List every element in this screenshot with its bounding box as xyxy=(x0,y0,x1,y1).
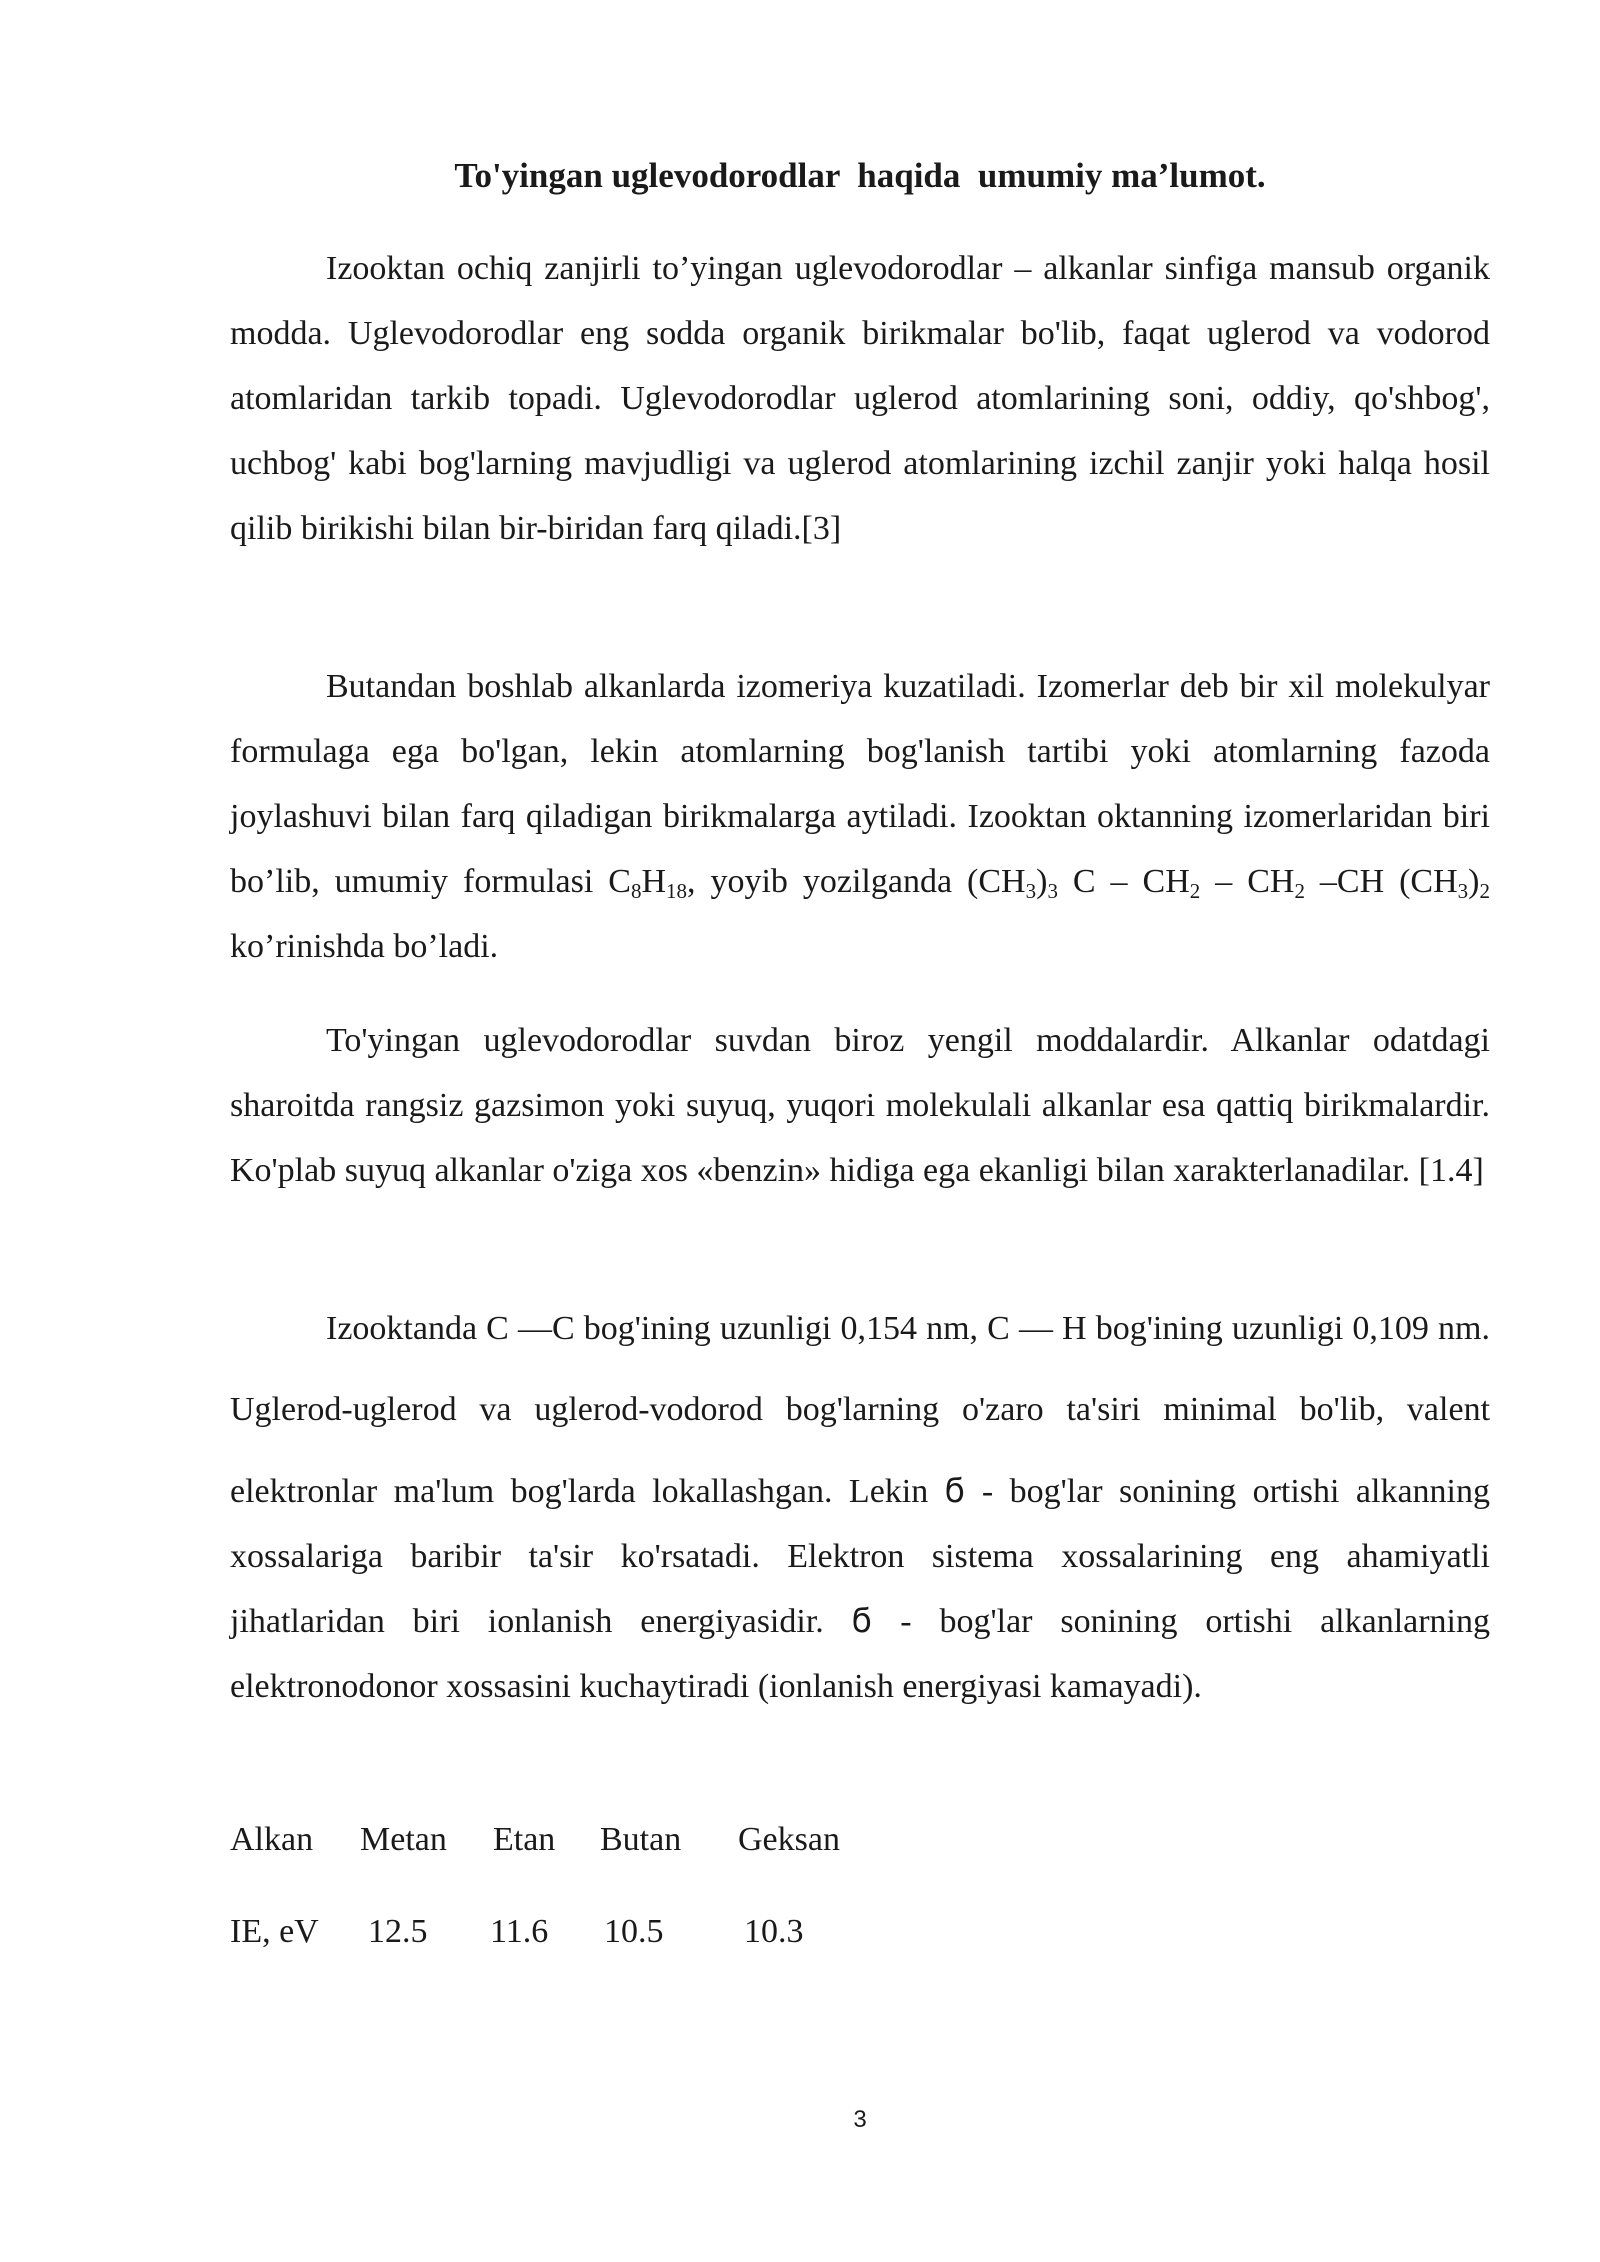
ie-table-cell: Alkan xyxy=(230,1821,314,1858)
ie-table-cell: 12.5 xyxy=(368,1913,428,1950)
page-title: To'yingan uglevodorodlar haqida umumiy ma’lumot. xyxy=(454,156,1266,195)
paragraph-text: - bog'lar sonining ortishi alkanlarning elektronodonor xossasini kuchaytiradi (ionlanish energiyasi kamayadi). xyxy=(230,1603,1490,1705)
ie-table-cell: IE, eV xyxy=(230,1913,319,1950)
paragraph-properties: To'yingan uglevodorodlar suvdan biroz yengil moddalardir. Alkanlar odatdagi sharoitda rangsiz gazsimon yoki suyuq, yuqori molekulali alkanlar esa qattiq birikmalardir. Ko'plab suyuq alkanlar o'ziga xos «benzin» hidiga ega ekanligi bilan xarakterlanadilar. [1.4] xyxy=(230,1022,1490,1189)
paragraph-text: bo'lib, valent elektronlar ma'lum bog'larda lokallashgan. Lekin xyxy=(230,1391,1491,1510)
paragraph-text: Izooktanda C —C bog'ining uzunligi 0,154 nm, C — H bog'ining uzunligi 0,109 nm. Uglerod-uglerod va uglerod-vodorod bog'larning o'zaro ta'siri minimal xyxy=(230,1310,1490,1428)
paragraph-isomerism xyxy=(230,654,1490,979)
formula-general: $C_8H_{18}$ xyxy=(608,863,688,903)
paragraph-bond-lengths xyxy=(230,1296,1490,1719)
paragraph-text: - bog'lar sonining ortishi alkanning xossalariga baribir ta'sir ko'rsatadi. Elektron sistema xossalarining eng ahamiyatli jihatlaridan biri ionlanish energiyasidir. xyxy=(230,1473,1490,1640)
ie-table-cell: 11.6 xyxy=(490,1913,549,1950)
ie-table-cell: Geksan xyxy=(738,1821,840,1858)
paragraph-text: ko’rinishda bo’ladi. xyxy=(230,928,499,965)
page-number: 3 xyxy=(853,2106,867,2133)
sigma-symbol: ϭ xyxy=(944,1471,966,1511)
ie-table-cell: 10.3 xyxy=(744,1913,804,1950)
formula-expanded: $(CH_3)_3$ C – $CH_2 - CH_2$ –CH $(CH_3)_2$ xyxy=(967,863,1490,903)
paragraph-text: Butandan boshlab alkanlarda izomeriya kuzatiladi. Izomerlar deb bir xil molekulyar formulaga ega bo'lgan, lekin atomlarning bog'lanish tartibi yoki atomlarning fazoda joylashuvi bilan farq qiladigan birikmalarga aytiladi. Izooktan oktanning izomerlaridan biri bo’lib, umumiy formulasi xyxy=(230,668,1490,900)
ie-table-cell: Metan xyxy=(360,1821,447,1858)
paragraph-text: , yoyib yozilganda xyxy=(687,863,968,900)
ie-table-cell: Etan xyxy=(493,1821,556,1858)
sigma-symbol: ϭ xyxy=(851,1601,873,1641)
ie-table-cell: Butan xyxy=(600,1821,682,1858)
ie-table-cell: 10.5 xyxy=(604,1913,664,1950)
paragraph-izooktan-intro: Izooktan ochiq zanjirli to’yingan uglevodorodlar – alkanlar sinfiga mansub organik modda. Uglevodorodlar eng sodda organik birikmalar bo'lib, faqat uglerod va vodorod atomlaridan tarkib topadi. Uglevodorodlar uglerod atomlarining soni, oddiy, qo'shbog', uchbog' kabi bog'larning mavjudligi va uglerod atomlarining izchil zanjir yoki halqa hosil qilib birikishi bilan bir-biridan farq qiladi.[3] xyxy=(230,250,1490,547)
